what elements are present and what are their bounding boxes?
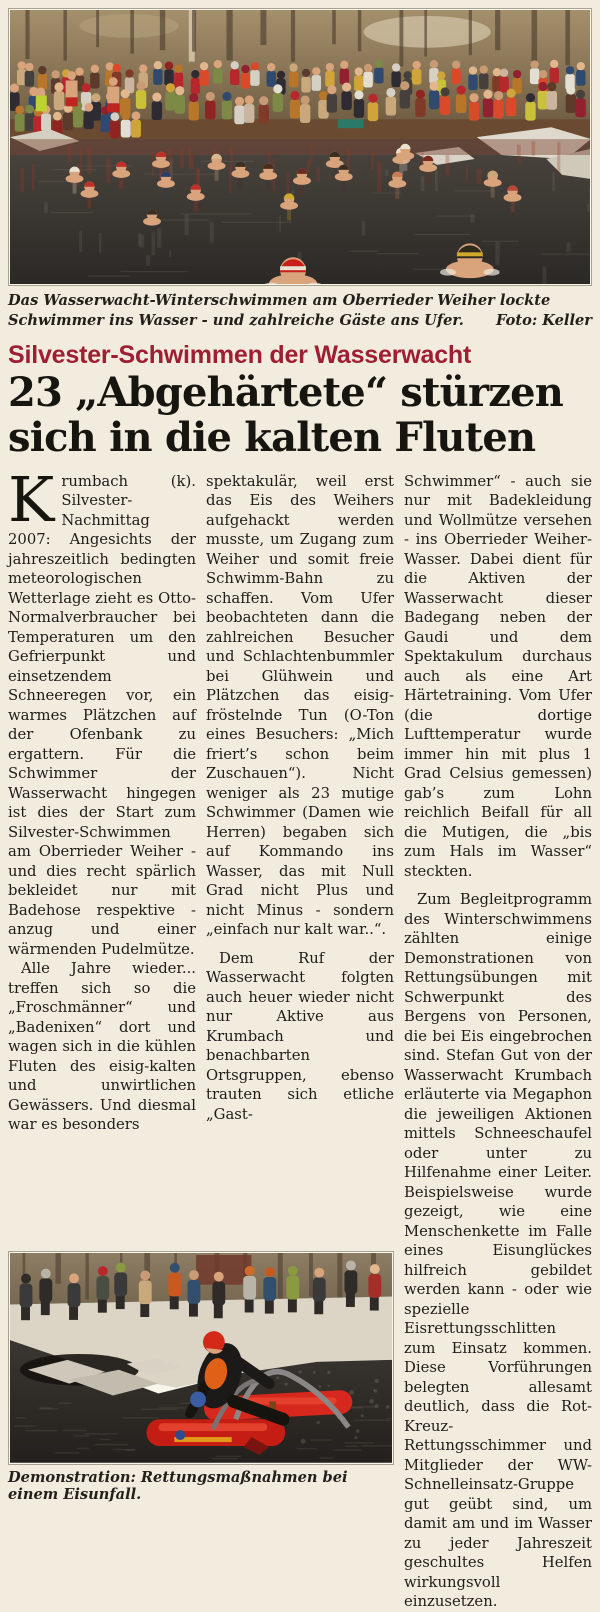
bottom-photo-caption: Demonstration: Rettungsmaßnahmen bei einem Eisunfall.: [8, 1468, 348, 1503]
paragraph: Schwimmer“ - auch sie nur mit Badekleidung und Wollmütze versehen - ins Oberrieder Weiher-Wasser. Dabei dient für die Aktiven der Wasserwacht dieser Badegang neben der Gaudi und dem Spektakulum durchaus auch als eine Art Härtetraining. Vom Ufer (die dortige Lufttemperatur wurde immer hin mit plus 1 Grad Celsius gemessen) gab’s zum Lohn reichlich Beifall für all die Mutigen, die „bis zum Hals im Wasser“ steckten.: [404, 472, 592, 880]
paragraph: [8, 462, 196, 960]
article-column-1: [8, 462, 196, 1244]
paragraph: Alle Jahre wieder... treffen sich so die „Froschmänner“ und „Badenixen“ dort und wagen sich in die kühlen Fluten des eisig-kalten und unwirtlichen Gewässers. Und diesmal war es besonders: [8, 960, 196, 1134]
drop-cap: K: [8, 462, 55, 536]
top-photo-caption: [8, 291, 592, 331]
winter-swimming-photo: [10, 10, 590, 284]
article-column-3: [404, 472, 592, 1612]
blue-cap: [190, 1392, 206, 1408]
paragraph: Zum Begleitprogramm des Winterschwimmens zählten einige Demonstrationen von Rettungsübungen mit Schwerpunkt des Bergens von Personen, die bei Eis eingebrochen sind. Stefan Gut von der Wasserwacht Krumbach erläuterte via Megaphon die jeweiligen Aktionen mittels Schneeschaufel oder unter zu Hilfenahme einer Leiter. Beispielsweise wurde gezeigt, wie eine Menschenkette im Falle eines Eisunglückes hilfreich gebildet werden kann - oder wie spezielle Eisrettungsschlitten zum Einsatz kommen. Diese Vorführungen belegten allesamt deutlich, dass die Rot-Kreuz-Rettungsschimmer und Mitglieder der WW-Schnelleinsatz-Gruppe gut geübt sind, um damit am und im Wasser zu jeder Jahreszeit geschultes Helfen wirkungsvoll einzusetzen.: [404, 891, 592, 1611]
photo-credit: Foto: Keller: [496, 312, 592, 330]
article-body: [8, 462, 592, 1612]
bottom-photo-cell: [8, 1244, 394, 1612]
kicker: Silvester-Schwimmen der Wasserwacht: [8, 341, 472, 370]
ice-rescue-photo: [10, 1253, 392, 1463]
top-photo-caption-text: Das Wasserwacht-Winterschwimmen am Oberrieder Weiher lockte Schwimmer ins Wasser - und zahlreiche Gäste ans Ufer.: [8, 292, 551, 330]
top-photo: [8, 8, 592, 286]
bottom-photo: [8, 1251, 394, 1465]
paragraph: spektakulär, weil erst das Eis des Weihers aufgehackt werden musste, um Zugang zum Weiher und somit freie Schwimm-Bahn zu schaffen. Vom Ufer beobachteten dann die zahlreichen Besucher und Schlachtenbummler bei Glühwein und Plätzchen das eisig-fröstelnde Tun (O-Ton eines Besuchers: „Mich friert’s schon beim Zuschauen“). Nicht weniger als 23 mutige Schwimmer (Damen wie Herren) begaben sich auf Kommando ins Wasser, das mit Null Grad nicht Plus und nicht Minus - sondern „einfach nur kalt war..“.: [206, 472, 394, 939]
paragraph-text: rumbach (k). Silvester-Nachmittag 2007: Angesichts der jahreszeitlich bedingten meteorologischen Wetterlage zieht es Otto-Normalverbraucher bei Temperaturen um den Gefrierpunkt und einsetzendem Schneeregen vor, ein warmes Plätzchen auf der Ofenbank zu ergattern. Für die Schwimmer der Wasserwacht hingegen ist dies der Start zum Silvester-Schwimmen am Oberrieder Weiher - und dies recht spärlich bekleidet nur mit Badehose respektive -anzug und einer wärmenden Pudelmütze.: [8, 472, 196, 958]
rescue-sled-on-shore: [338, 119, 364, 128]
article-column-2: [206, 472, 394, 1244]
headline: 23 „Abgehärtete“ stürzen sich in die kalten Fluten: [8, 369, 564, 462]
paragraph: Dem Ruf der Wasserwacht folgten auch heuer wieder nicht nur Aktive aus Krumbach und benachbarten Ortsgruppen, ebenso trauten sich etliche „Gast-: [206, 949, 394, 1123]
building: [196, 1255, 251, 1285]
blue-glove: [175, 1430, 185, 1440]
